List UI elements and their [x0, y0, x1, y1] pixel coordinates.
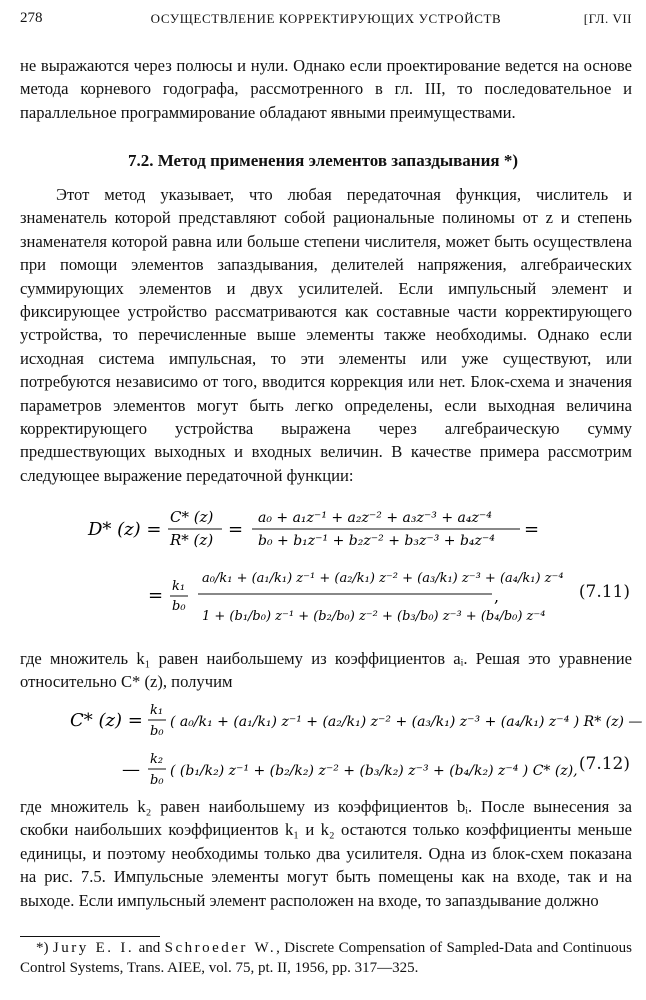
equation-7-12-label: (7.12)	[578, 754, 630, 774]
running-title: ОСУЩЕСТВЛЕНИЕ КОРРЕКТИРУЮЩИХ УСТРОЙСТВ	[150, 11, 502, 26]
svg-text:a₀/k₁ + (a₁/k₁) z⁻¹ + (a₂/k₁): a₀/k₁ + (a₁/k₁) z⁻¹ + (a₂/k₁) z⁻² + (a₃/k₁) z⁻³ + (a₄/k₁) z⁻⁴	[202, 571, 564, 586]
svg-text:( a₀/k₁ + (a₁/k₁) z⁻¹ + (a₂/k₁: ( a₀/k₁ + (a₁/k₁) z⁻¹ + (a₂/k₁) z⁻² + (a₃/k₁) z⁻³ + (a₄/k₁) z⁻⁴ ) R* (z) —	[170, 714, 643, 730]
equation-7-11-label: (7.11)	[578, 582, 630, 602]
footnote	[20, 939, 632, 978]
footnote-divider	[20, 936, 160, 937]
svg-text:C* (z) =: C* (z) =	[70, 710, 143, 731]
svg-text:a₀ + a₁z⁻¹ + a₂z⁻² + a₃z⁻³ + a: a₀ + a₁z⁻¹ + a₂z⁻² + a₃z⁻³ + a₄z⁻⁴	[258, 510, 492, 526]
svg-text:b₀ + b₁z⁻¹ + b₂z⁻² + b₃z⁻³ + b: b₀ + b₁z⁻¹ + b₂z⁻² + b₃z⁻³ + b₄z⁻⁴	[258, 533, 495, 549]
svg-text:k₂: k₂	[150, 752, 164, 767]
paragraph-2: где множитель k₁ равен наибольшему из коэффициентов aᵢ. Решая это уравнение относительно C* (z), получим	[20, 649, 632, 692]
svg-text:D* (z) =: D* (z) =	[88, 519, 162, 540]
svg-text:( (b₁/k₂) z⁻¹ + (b₂/k₂) z⁻² +: ( (b₁/k₂) z⁻¹ + (b₂/k₂) z⁻² + (b₃/k₂) z⁻³ + (b₄/k₂) z⁻⁴ ) C* (z),	[170, 763, 578, 779]
footnote-text: , Discrete Compensation of Sampled-Data and Continuous Control Systems, Trans. AIEE, vol. 75, pt. II, 1956, pp. 317—325.	[20, 940, 632, 976]
footnote-author-2: Schroeder W.	[164, 940, 277, 956]
svg-text:C* (z): C* (z)	[170, 508, 214, 526]
footnote-and: and	[134, 940, 165, 956]
equation-7-11	[0, 500, 646, 650]
svg-text:b₀: b₀	[172, 599, 186, 614]
equation-7-12-graphic	[0, 694, 646, 796]
footnote-marker: *)	[36, 940, 53, 956]
svg-text:b₀: b₀	[150, 773, 164, 788]
svg-text:=: =	[524, 519, 540, 540]
equation-7-12	[0, 694, 646, 796]
paragraph-3: где множитель k₂ равен наибольшему из коэффициентов bᵢ. После вынесения за скобки наибольших коэффициентов k₁ и k₂ остаются только коэффициенты меньше единицы, и поэтому необходимы только два усилителя. Одна из блок-схем показана на рис. 7.5. Импульсные элементы могут быть помещены как на входе, так и на выходе. Если импульсный элемент расположен на входе, то запаздывание должно	[20, 797, 632, 910]
svg-text:k₁: k₁	[172, 579, 186, 594]
svg-text:b₀: b₀	[150, 724, 164, 739]
svg-text:,: ,	[494, 587, 500, 606]
equation-7-11-graphic	[0, 500, 646, 650]
section-title: 7.2. Метод применения элементов запаздывания *)	[127, 151, 518, 170]
paragraph-1: Этот метод указывает, что любая передаточная функция, числитель и знаменатель которой представляют собой рациональные полиномы от z и степень знаменателя которой равна или больше степени числителя, может быть осуществлена при помощи элементов запаздывания, делителей напряжения, алгебраических суммирующих элементов и двух усилителей. Если импульсный элемент и фиксирующее устройство рассматриваются как составные части корректирующего устройства, то перечисленные выше элементы также необходимы. Однако если исходная система импульсная, то эти элементы или уже существуют, или потребуются независимо от того, вводится коррекция или нет. Блок-схема и значения параметров элементов могут быть легко определены, если выходная величина корректирующего устройства выражена через алгебраическую сумму предшествующих выходных и входных величин. В качестве примера рассмотрим следующее выражение передаточной функции:	[20, 185, 632, 485]
svg-text:k₁: k₁	[150, 703, 164, 718]
svg-text:R* (z): R* (z)	[170, 531, 214, 549]
intro-paragraph: не выражаются через полюсы и нули. Однако если проектирование ведется на основе метода корневого годографа, рассмотренного в гл. III, то последовательное и параллельное программирование обладают явными преимуществами.	[20, 56, 632, 122]
svg-text:—: —	[122, 759, 140, 780]
page-number: 278	[20, 10, 43, 26]
svg-text:=: =	[148, 585, 164, 606]
page-header	[20, 10, 632, 32]
chapter-marker: [ГЛ. VII	[583, 11, 632, 26]
svg-text:1 + (b₁/b₀) z⁻¹ + (b₂/b₀) z⁻²: 1 + (b₁/b₀) z⁻¹ + (b₂/b₀) z⁻² + (b₃/b₀) z⁻³ + (b₄/b₀) z⁻⁴	[202, 609, 546, 624]
footnote-author-1: Jury E. I.	[52, 940, 135, 956]
svg-text:=: =	[228, 519, 244, 540]
